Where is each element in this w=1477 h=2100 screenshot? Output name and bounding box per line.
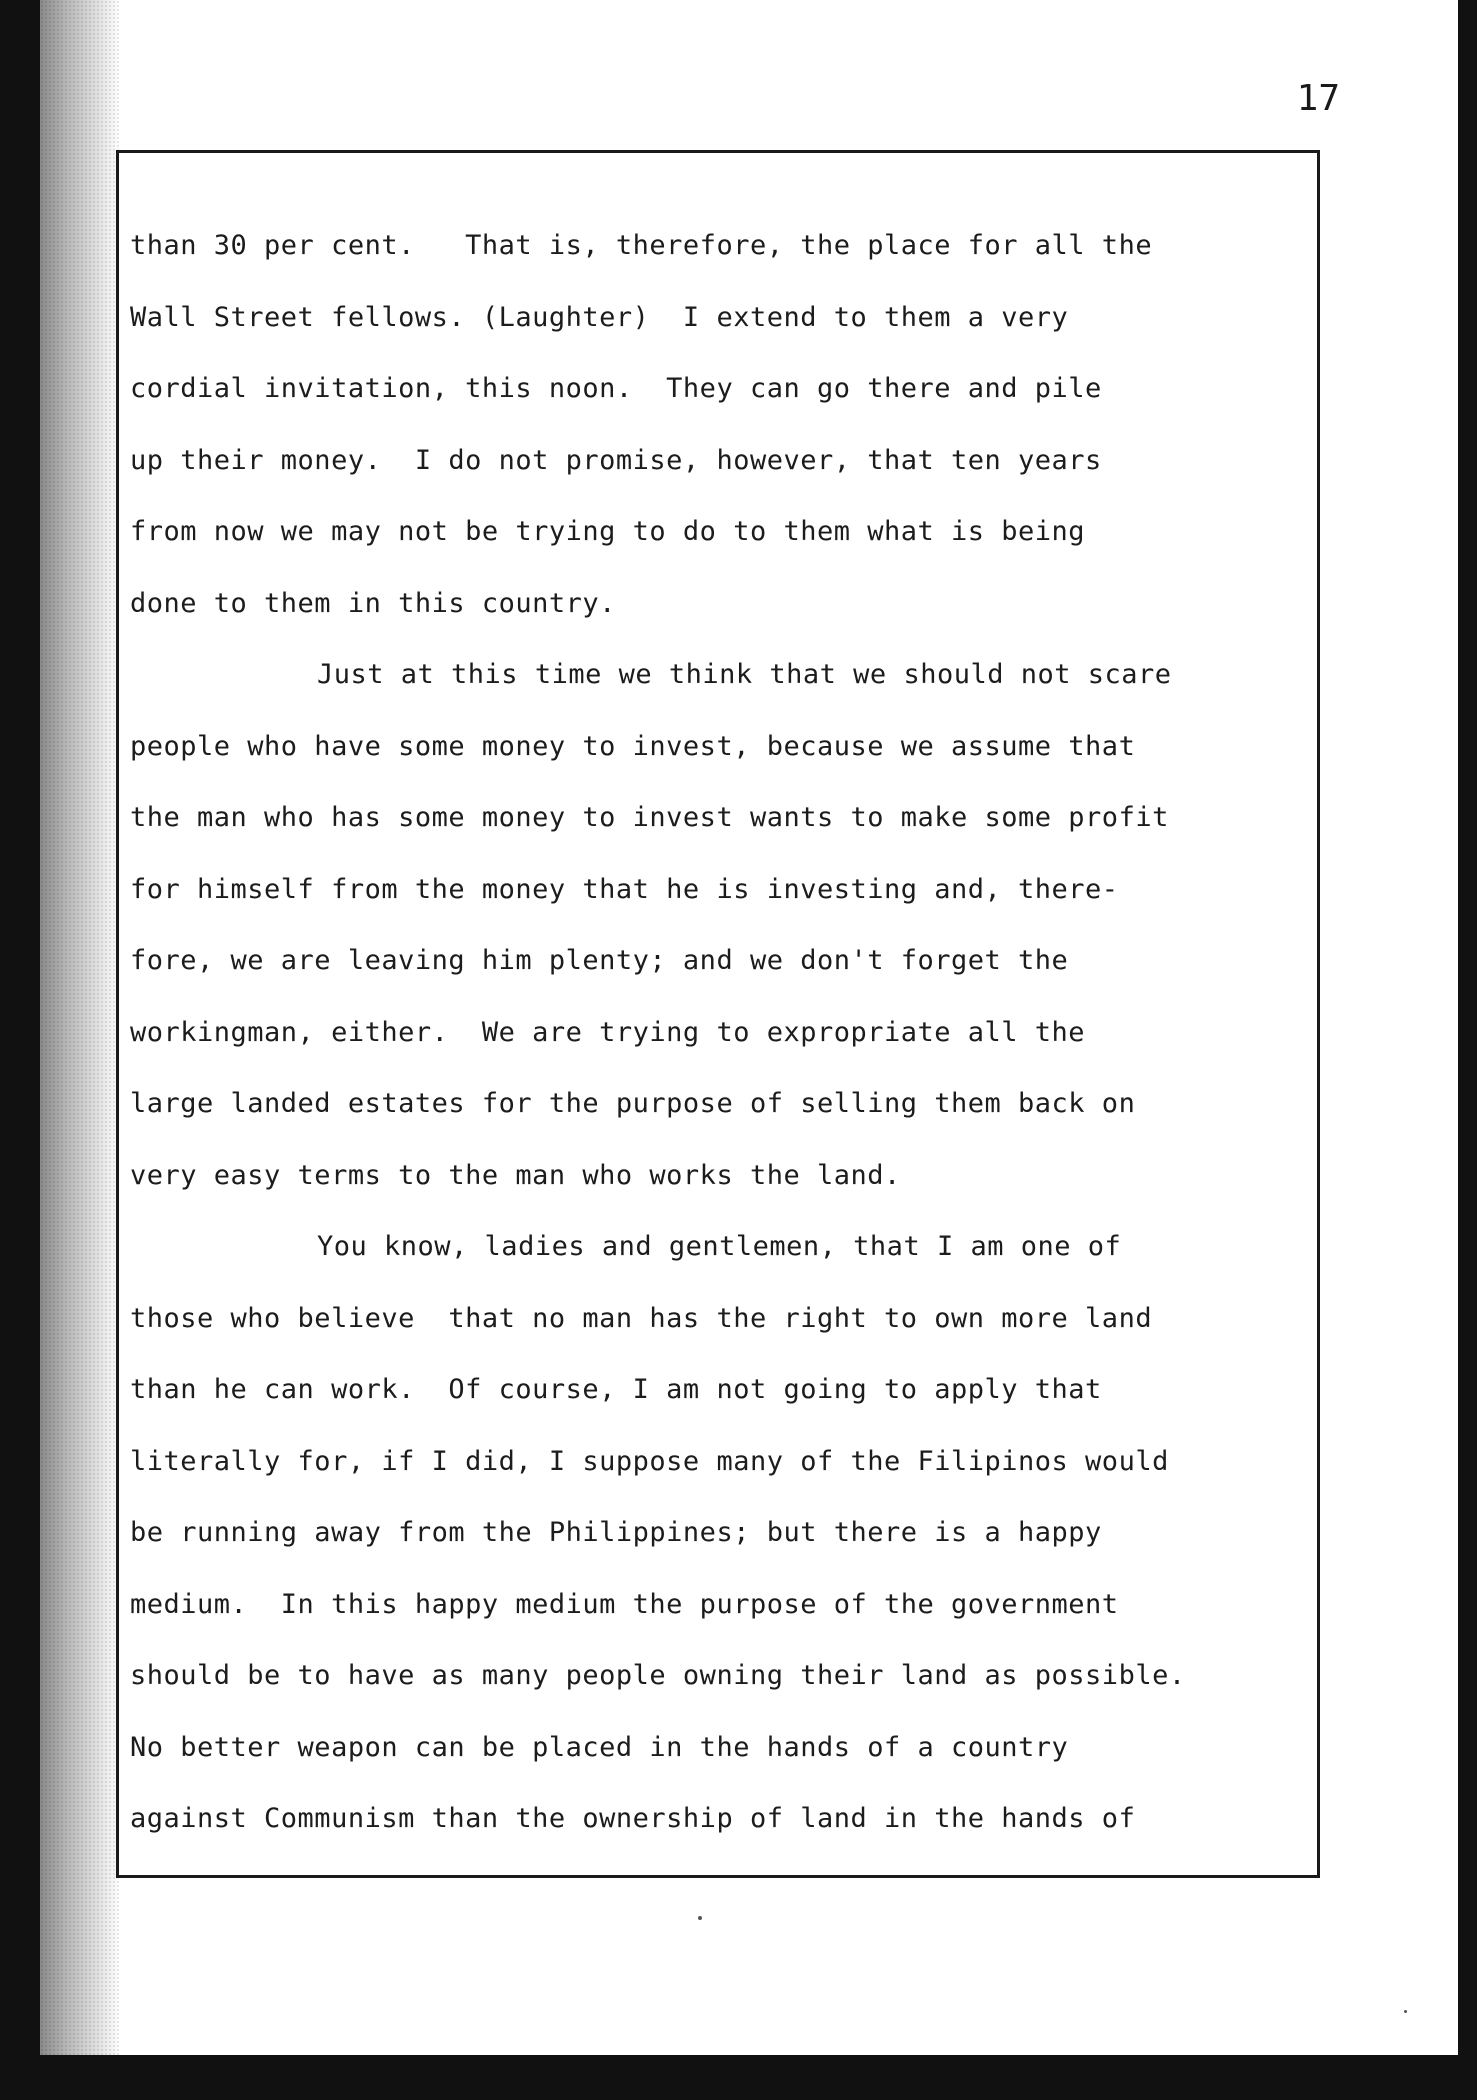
scan-shadow bbox=[40, 0, 120, 2055]
text-line: Wall Street fellows. (Laughter) I extend to them a very bbox=[130, 301, 1069, 333]
scan-speck bbox=[1404, 2010, 1407, 2013]
text-line: literally for, if I did, I suppose many of the Filipinos would bbox=[130, 1445, 1169, 1477]
text-line: the man who has some money to invest wants to make some profit bbox=[130, 802, 1169, 833]
text-line: fore, we are leaving him plenty; and we don't forget the bbox=[130, 945, 1069, 976]
text-line: large landed estates for the purpose of selling them back on bbox=[130, 1088, 1136, 1119]
text-line: cordial invitation, this noon. They can go there and pile bbox=[130, 373, 1102, 404]
text-line: than 30 per cent. That is, therefore, the place for all the bbox=[130, 230, 1153, 261]
text-line: against Communism than the ownership of land in the hands of bbox=[130, 1803, 1136, 1834]
text-line: for himself from the money that he is investing and, there- bbox=[130, 873, 1119, 905]
text-line: No better weapon can be placed in the hands of a country bbox=[130, 1731, 1069, 1763]
text-line: medium. In this happy medium the purpose of the government bbox=[130, 1588, 1119, 1620]
text-line: workingman, either. We are trying to expropriate all the bbox=[130, 1016, 1086, 1048]
paragraph-start-line: Just at this time we think that we should not scare bbox=[317, 659, 1172, 690]
page-number: 17 bbox=[1296, 78, 1340, 119]
text-line: very easy terms to the man who works the land. bbox=[130, 1159, 901, 1191]
text-line: done to them in this country. bbox=[130, 587, 616, 619]
text-line: be running away from the Philippines; but there is a happy bbox=[130, 1517, 1102, 1548]
text-line: from now we may not be trying to do to them what is being bbox=[130, 516, 1086, 547]
text-line: should be to have as many people owning their land as possible. bbox=[130, 1660, 1186, 1691]
text-line: those who believe that no man has the right to own more land bbox=[130, 1302, 1153, 1334]
document-page bbox=[40, 0, 1458, 2055]
scan-speck bbox=[698, 1916, 702, 1920]
paragraph-start-line: You know, ladies and gentlemen, that I am one of bbox=[317, 1231, 1122, 1262]
text-line: people who have some money to invest, because we assume that bbox=[130, 730, 1136, 762]
text-line: up their money. I do not promise, however, that ten years bbox=[130, 444, 1102, 476]
body-text bbox=[130, 216, 1310, 1861]
text-line: than he can work. Of course, I am not going to apply that bbox=[130, 1374, 1102, 1405]
